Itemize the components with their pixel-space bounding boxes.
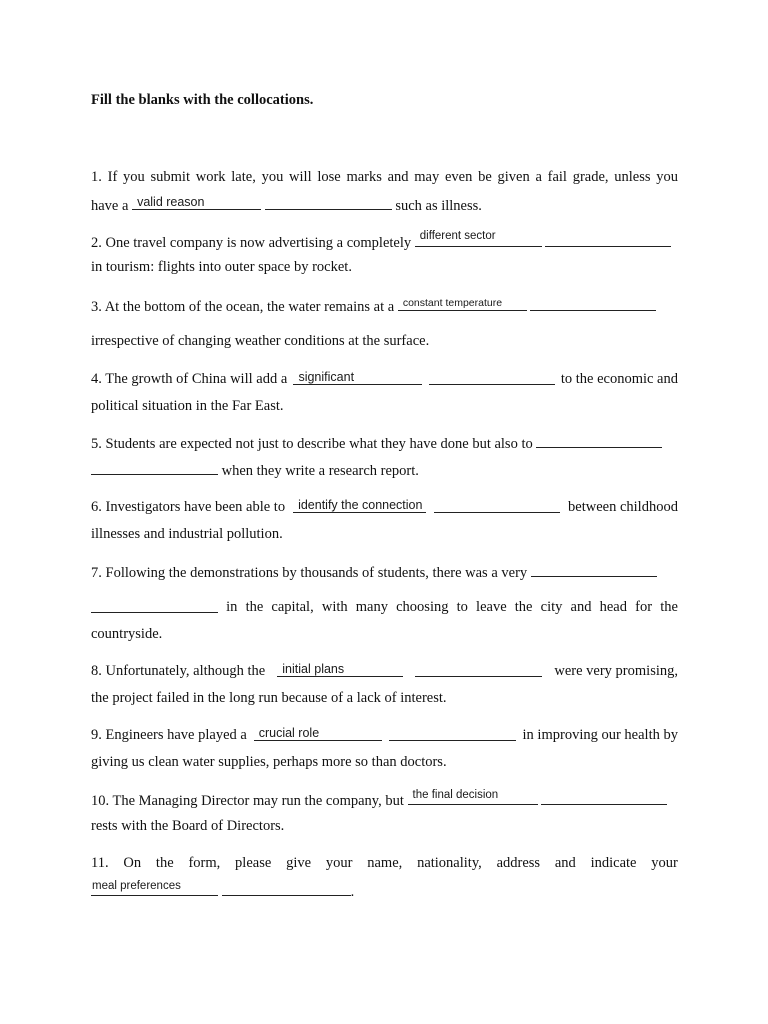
question-word: will	[289, 169, 312, 185]
question-10-text: 10. The Managing Director may run the company, but	[91, 793, 404, 809]
question-word: you	[656, 169, 678, 185]
question-word: the	[245, 599, 264, 615]
question-11-end-punctuation: .	[350, 884, 355, 900]
question-word: capital,	[271, 599, 314, 615]
question-word: you	[123, 169, 145, 185]
handwritten-answer-6: identify the connection	[298, 498, 423, 512]
question-word: the	[660, 599, 678, 615]
question-7-text: 7. Following the demonstrations by thousands of students, there was a very	[91, 565, 528, 581]
question-1-line-1	[91, 168, 678, 186]
handwritten-answer-8: initial plans	[282, 662, 345, 676]
question-word: in	[226, 599, 238, 615]
question-word: submit	[150, 169, 190, 185]
question-9-line-2: giving us clean water supplies, perhaps more so than doctors.	[91, 754, 447, 770]
question-word: lose	[317, 169, 341, 185]
question-2-text: 2. One travel company is now advertising a completely	[91, 235, 412, 251]
question-5-text-end: when they write a research report.	[221, 463, 419, 479]
answer-blank-7a[interactable]	[531, 562, 657, 577]
question-10-line-2: rests with the Board of Directors.	[91, 818, 285, 834]
question-11-line-2	[91, 881, 678, 901]
question-5-line-1	[91, 433, 678, 453]
question-word: late,	[231, 169, 256, 185]
answer-blank-2a[interactable]	[415, 232, 542, 247]
question-4-text-end: to the economic and	[560, 371, 678, 387]
question-word: choosing	[396, 599, 449, 615]
question-word: you	[261, 169, 284, 185]
handwritten-answer-9: crucial role	[258, 726, 320, 740]
question-word: head	[599, 599, 627, 615]
answer-blank-3a[interactable]	[398, 296, 527, 311]
question-9-text: 9. Engineers have played a	[91, 727, 247, 743]
question-8-line-2: the project failed in the long run because of a lack of interest.	[91, 690, 447, 706]
question-word: If	[107, 169, 118, 185]
answer-blank-4a[interactable]	[293, 370, 422, 385]
question-3-line-2: irrespective of changing weather conditions at the surface.	[91, 333, 430, 349]
question-word: 11.	[91, 855, 109, 871]
question-4-line-2: political situation in the Far East.	[91, 398, 284, 414]
question-5-text: 5. Students are expected not just to describe what they have done but also to	[91, 436, 533, 452]
question-2-line-2: in tourism: flights into outer space by rocket.	[91, 259, 352, 275]
answer-blank-2b[interactable]	[545, 232, 671, 247]
question-1-text: have a	[91, 198, 129, 214]
question-word: give	[286, 855, 312, 871]
question-word: even	[444, 169, 473, 185]
answer-blank-3b[interactable]	[530, 296, 656, 311]
handwritten-answer-11: meal preferences	[92, 880, 181, 892]
question-5-line-2	[91, 460, 678, 480]
question-word: 1.	[91, 169, 102, 185]
answer-blank-5a[interactable]	[536, 433, 662, 448]
answer-blank-11b[interactable]	[222, 881, 351, 896]
answer-blank-4b[interactable]	[429, 370, 555, 385]
question-8-line-1	[91, 662, 678, 680]
question-6-line-1	[91, 498, 678, 516]
question-word: to	[456, 599, 468, 615]
question-8-text-end: were very promising,	[554, 663, 678, 679]
answer-blank-1a[interactable]	[132, 195, 261, 210]
question-word: may	[414, 169, 440, 185]
answer-blank-6a[interactable]	[293, 498, 426, 513]
question-4-text: 4. The growth of China will add a	[91, 371, 288, 387]
question-word: leave	[476, 599, 507, 615]
question-word: with	[321, 599, 348, 615]
answer-blank-9b[interactable]	[389, 726, 516, 741]
answer-blank-11a[interactable]	[91, 881, 218, 896]
question-7-line-2	[91, 598, 678, 616]
question-3-text: 3. At the bottom of the ocean, the water remains at a	[91, 299, 395, 315]
question-2-line-1	[91, 232, 678, 252]
question-word: address	[496, 855, 541, 871]
question-word: nationality,	[417, 855, 482, 871]
handwritten-answer-3: constant temperature	[402, 297, 503, 309]
handwritten-answer-4: significant	[298, 370, 355, 384]
question-4-line-1	[91, 370, 678, 388]
question-word: city	[540, 599, 563, 615]
question-word: form,	[188, 855, 221, 871]
question-11-line-1	[91, 854, 678, 872]
question-6-text: 6. Investigators have been able to	[91, 499, 286, 515]
question-word: fail	[547, 169, 567, 185]
answer-blank-10b[interactable]	[541, 790, 667, 805]
question-10-line-1	[91, 790, 678, 810]
handwritten-answer-10: the final decision	[412, 789, 499, 801]
question-word: grade,	[572, 169, 609, 185]
question-word: work	[195, 169, 226, 185]
question-word: and	[554, 855, 576, 871]
question-6-line-2: illnesses and industrial pollution.	[91, 526, 283, 542]
handwritten-answer-1: valid reason	[137, 195, 205, 209]
question-word: indicate	[590, 855, 637, 871]
question-word: the	[155, 855, 174, 871]
question-word: for	[635, 599, 653, 615]
answer-blank-7b[interactable]	[91, 598, 218, 613]
question-6-text-end: between childhood	[568, 499, 678, 515]
question-word: be	[478, 169, 492, 185]
question-word: given	[497, 169, 530, 185]
question-word: and	[570, 599, 592, 615]
question-word: the	[514, 599, 533, 615]
question-3-line-1	[91, 296, 678, 316]
question-word: name,	[367, 855, 403, 871]
question-7-line-1	[91, 562, 678, 582]
answer-blank-6b[interactable]	[434, 498, 560, 513]
question-word: a	[535, 169, 542, 185]
question-word: marks	[346, 169, 382, 185]
answer-blank-8b[interactable]	[415, 662, 542, 677]
question-7-line-3: countryside.	[91, 626, 163, 642]
answer-blank-10a[interactable]	[408, 790, 538, 805]
question-word: your	[651, 855, 678, 871]
question-word: your	[325, 855, 353, 871]
worksheet-title: Fill the blanks with the collocations.	[91, 92, 314, 108]
question-1-line-2	[91, 195, 678, 215]
handwritten-answer-2: different sector	[419, 230, 496, 242]
question-9-text-end: in improving our health by	[522, 727, 678, 743]
answer-blank-8a[interactable]	[277, 662, 403, 677]
answer-blank-9a[interactable]	[254, 726, 382, 741]
answer-blank-1b[interactable]	[265, 195, 392, 210]
question-9-line-1	[91, 726, 678, 744]
question-word: please	[235, 855, 272, 871]
question-word: unless	[614, 169, 651, 185]
question-word: and	[387, 169, 409, 185]
question-8-text: 8. Unfortunately, although the	[91, 663, 266, 679]
answer-blank-5b[interactable]	[91, 460, 218, 475]
question-1-text-end: such as illness.	[395, 198, 482, 214]
question-word: On	[123, 855, 142, 871]
question-word: many	[355, 599, 388, 615]
